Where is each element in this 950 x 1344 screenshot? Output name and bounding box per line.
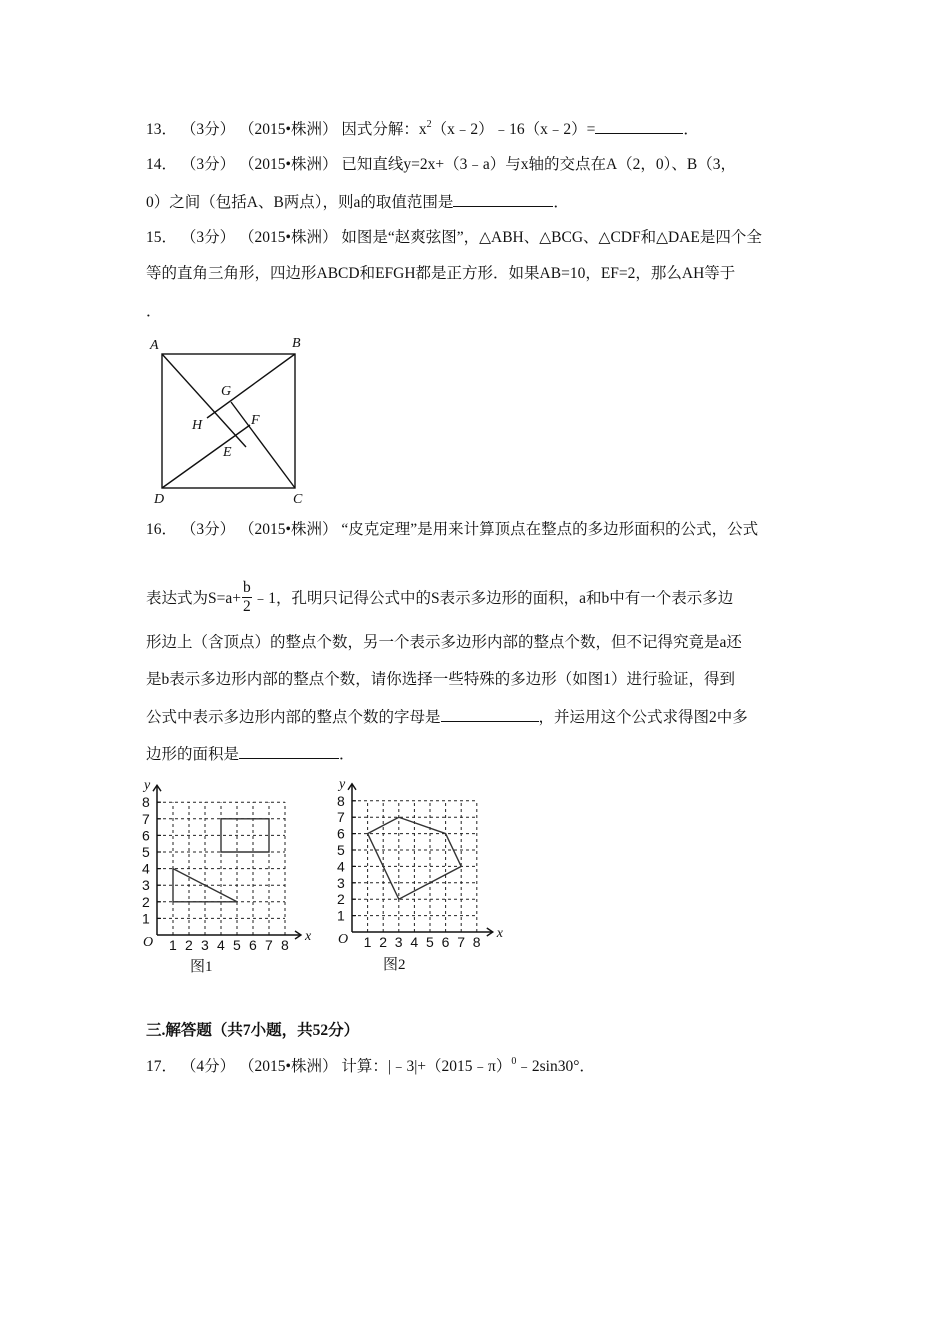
- question-number: 17．: [146, 1058, 178, 1075]
- grid-lines: [352, 801, 477, 932]
- question-text: 已知直线y=2x+（3﹣a）与x轴的交点在A（2，0）、B（3，: [341, 156, 736, 173]
- y-tick-label: 7: [337, 809, 345, 826]
- y-tick-label: 1: [142, 910, 150, 927]
- y-tick-label: 6: [337, 825, 345, 842]
- question-text: 如图是“赵爽弦图”，△ABH、△BCG、△CDF和△DAE是四个全: [341, 229, 762, 246]
- x-tick-label: 8: [281, 937, 289, 953]
- question-text: ﹣2sin30°．: [516, 1058, 595, 1075]
- x-tick-label: 4: [217, 937, 225, 953]
- label-c: C: [293, 492, 303, 507]
- question-text: ．: [146, 303, 162, 320]
- punctuation: ．: [553, 194, 569, 211]
- label-b: B: [292, 336, 301, 351]
- y-tick-label: 1: [337, 907, 345, 924]
- label-a: A: [150, 338, 159, 353]
- question-text: 计算：|﹣3|+（2015﹣π）: [341, 1058, 512, 1075]
- figure-2-caption: 图2: [383, 957, 406, 973]
- question-text: ﹣1，孔明只记得公式中的S表示多边形的面积，a和b中有一个表示多边: [252, 590, 734, 608]
- x-axis-label: x: [305, 929, 312, 944]
- punctuation: ．: [683, 121, 699, 138]
- y-tick-label: 7: [142, 810, 150, 827]
- x-tick-label: 3: [201, 937, 209, 953]
- y-tick-label: 2: [142, 893, 150, 910]
- label-e: E: [223, 445, 232, 460]
- figure-1-caption: 图1: [190, 959, 213, 975]
- question-number: 16．: [146, 521, 178, 538]
- question-text: （x﹣2）﹣16（x﹣2）=: [431, 121, 596, 138]
- x-tick-label: 7: [265, 937, 273, 953]
- question-number: 14．: [146, 156, 178, 173]
- question-score: （3分）: [180, 121, 236, 138]
- question-text: 是b表示多边形内部的整点个数，请你选择一些特殊的多边形（如图1）进行验证，得到: [146, 671, 736, 688]
- x-tick-label: 6: [441, 934, 450, 950]
- origin-label: O: [338, 932, 349, 947]
- x-tick-label: 2: [185, 937, 193, 953]
- question-source: （2015•株洲）: [239, 521, 338, 538]
- question-source: （2015•株洲）: [239, 156, 338, 173]
- x-tick-label: 5: [426, 934, 434, 950]
- y-tick-label: 2: [337, 891, 345, 908]
- question-text: 因式分解：x: [341, 121, 427, 138]
- question-text: 公式中表示多边形内部的整点个数的字母是: [146, 709, 441, 726]
- y-tick-label: 4: [337, 858, 345, 875]
- question-source: （2015•株洲）: [239, 121, 338, 138]
- x-tick-label: 1: [363, 934, 372, 950]
- label-g: G: [221, 384, 232, 399]
- question-score: （3分）: [180, 521, 236, 538]
- fraction-numerator: b: [242, 579, 251, 596]
- y-tick-label: 8: [337, 792, 345, 809]
- x-tick-label: 6: [249, 937, 257, 953]
- y-tick-label: 3: [142, 877, 150, 894]
- exponent: 0: [511, 1056, 517, 1067]
- y-tick-label: 3: [337, 874, 345, 891]
- origin-label: O: [143, 935, 154, 950]
- y-tick-label: 5: [337, 842, 345, 858]
- x-tick-label: 1: [169, 937, 177, 953]
- question-number: 15．: [146, 229, 178, 246]
- label-f: F: [251, 413, 260, 428]
- exponent: 2: [426, 119, 432, 130]
- question-score: （4分）: [180, 1058, 236, 1075]
- y-tick-label: 5: [142, 844, 150, 860]
- x-axis-label: x: [496, 926, 504, 941]
- x-tick-label: 3: [394, 934, 403, 950]
- question-text: ，并运用这个公式求得图2中多: [538, 709, 748, 726]
- question-text: “皮克定理”是用来计算顶点在整点的多边形面积的公式，公式: [341, 521, 759, 538]
- question-source: （2015•株洲）: [239, 229, 338, 246]
- question-text: 0）之间（包括A、B两点），则a的取值范围是: [146, 194, 454, 211]
- question-number: 13．: [146, 121, 178, 138]
- question-score: （3分）: [180, 156, 236, 173]
- y-tick-label: 4: [142, 860, 150, 877]
- fraction-denominator: 2: [242, 598, 251, 615]
- x-tick-label: 5: [233, 937, 241, 953]
- x-tick-label: 7: [457, 934, 465, 950]
- x-tick-label: 2: [379, 934, 387, 950]
- question-text: 表达式为S=a+: [146, 590, 241, 608]
- question-source: （2015•株洲）: [239, 1058, 338, 1075]
- question-text: 边形的面积是: [146, 746, 240, 763]
- y-axis-label: y: [144, 778, 151, 794]
- x-tick-label: 4: [410, 934, 419, 950]
- question-17: [146, 1057, 595, 1077]
- y-tick-label: 8: [142, 794, 150, 811]
- y-tick-label: 6: [142, 827, 150, 844]
- question-text: 等的直角三角形，四边形ABCD和EFGH都是正方形．如果AB=10，EF=2，那么AH等于: [146, 265, 736, 282]
- label-h: H: [192, 418, 203, 433]
- question-text: 形边上（含顶点）的整点个数，另一个表示多边形内部的整点个数，但不记得究竟是a还: [146, 634, 742, 651]
- y-axis-label: y: [339, 776, 346, 792]
- x-tick-label: 8: [472, 934, 481, 950]
- section-heading: 三.解答题（共7小题，共52分）: [146, 1022, 360, 1039]
- label-d: D: [154, 492, 165, 507]
- punctuation: ．: [339, 746, 355, 763]
- question-score: （3分）: [180, 229, 236, 246]
